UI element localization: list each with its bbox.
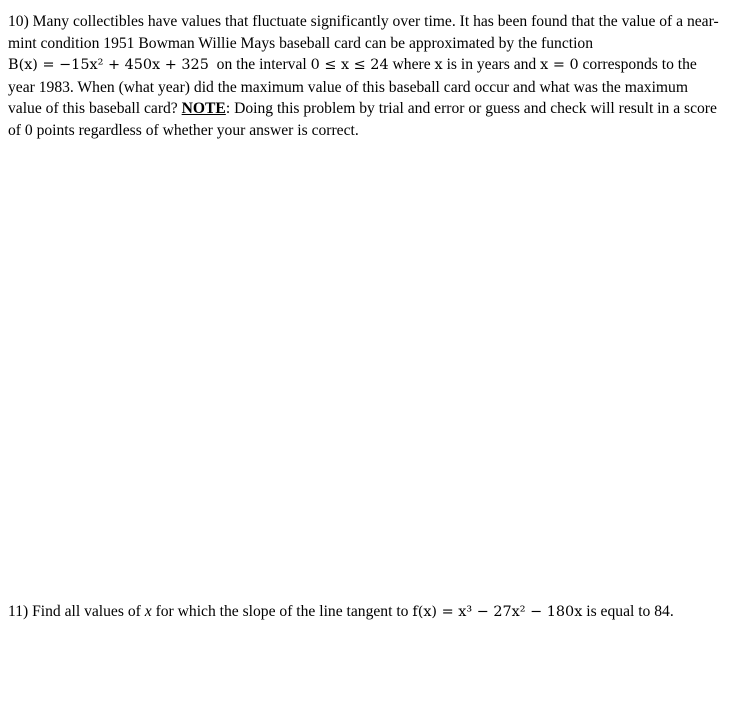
problem-11-intro: 11) Find all values of (8, 603, 141, 620)
problem-10-interval-label: on the interval (216, 56, 307, 73)
problem-11-function: f(x) = x³ − 27x² − 180x (412, 604, 583, 620)
note-label: NOTE (181, 100, 226, 117)
problem-10-question: corresponds to the year 1983. When (what year) did the maximum value of this baseball card occur and what was the maximum value of this baseball card? (8, 56, 697, 117)
problem-10-where: where (392, 56, 431, 73)
problem-10-intro: 10) Many collectibles have values that fluctuate significantly over time. It has been found that the value of a near-mint condition 1951 Bowman Willie Mays baseball card can be approximated by the function (8, 13, 719, 52)
problem-11-question: for which the slope of the line tangent to (155, 603, 409, 620)
problem-11-variable: x (144, 603, 152, 620)
problem-10-interval: 0 ≤ x ≤ 24 (310, 57, 389, 73)
problem-11 (8, 601, 725, 624)
problem-10-function: B(x) = −15x² + 450x + 325 (8, 57, 209, 73)
problem-10-years-text: is in years and (446, 56, 537, 73)
problem-11-end: is equal to 84. (586, 603, 674, 620)
problem-10 (8, 11, 725, 141)
problem-10-variable: x (434, 57, 443, 73)
problem-10-condition: x = 0 (540, 57, 579, 73)
note-text: : Doing this problem by trial and error or guess and check will result in a score of 0 points regardless of whether your answer is correct. (8, 100, 717, 139)
